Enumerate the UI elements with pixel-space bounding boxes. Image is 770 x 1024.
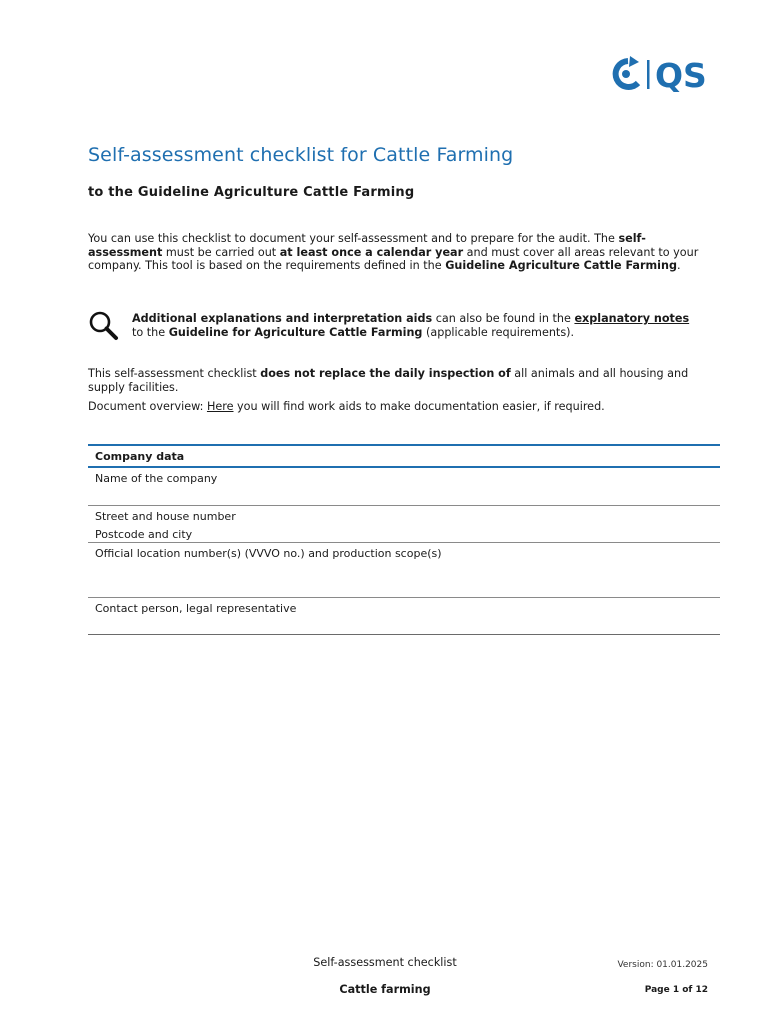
footer-doc-subtitle: Cattle farming (339, 983, 431, 996)
field-label: Name of the company (95, 472, 218, 485)
field-label: Street and house number (95, 510, 236, 523)
footer-doc-title: Self-assessment checklist (313, 956, 457, 969)
location-number-field[interactable] (88, 543, 720, 598)
intro-paragraph: You can use this checklist to document your self-assessment and to prepare for the audit. The self-assessment must be carried out at least once a calendar year and must cover all areas relevant to your company. This tool is based on the requirements defined in the Guideline Agriculture Cattle Farming. (88, 232, 699, 272)
contact-person-field[interactable] (88, 598, 720, 635)
field-label: Contact person, legal representative (95, 602, 297, 615)
logo-text: QS (655, 56, 707, 92)
page-title: Self-assessment checklist for Cattle Farming (88, 144, 514, 166)
address-field[interactable] (88, 506, 720, 543)
daily-inspection-paragraph: This self-assessment checklist does not replace the daily inspection of all animals and all housing and supply facilities. (88, 367, 689, 394)
field-label: Official location number(s) (VVVO no.) and production scope(s) (95, 547, 442, 560)
company-data-table (88, 444, 720, 635)
document-overview-paragraph: Document overview: Here you will find work aids to make documentation easier, if required. (88, 400, 605, 413)
company-name-field[interactable] (88, 468, 720, 506)
footer-page-number: Page 1 of 12 (644, 985, 708, 995)
field-label: Postcode and city (95, 528, 193, 541)
explanatory-notes-link[interactable]: explanatory notes (574, 312, 690, 325)
page-subtitle: to the Guideline Agriculture Cattle Farming (88, 185, 415, 200)
qs-logo (608, 56, 718, 92)
explanatory-note: Additional explanations and interpretation aids can also be found in the explanatory notes to the Guideline for Agriculture Cattle Farming (applicable requirements). (132, 312, 690, 339)
magnifier-icon (88, 310, 120, 342)
footer-version: Version: 01.01.2025 (617, 960, 708, 970)
table-header: Company data (88, 444, 720, 468)
here-link[interactable]: Here (206, 400, 234, 413)
